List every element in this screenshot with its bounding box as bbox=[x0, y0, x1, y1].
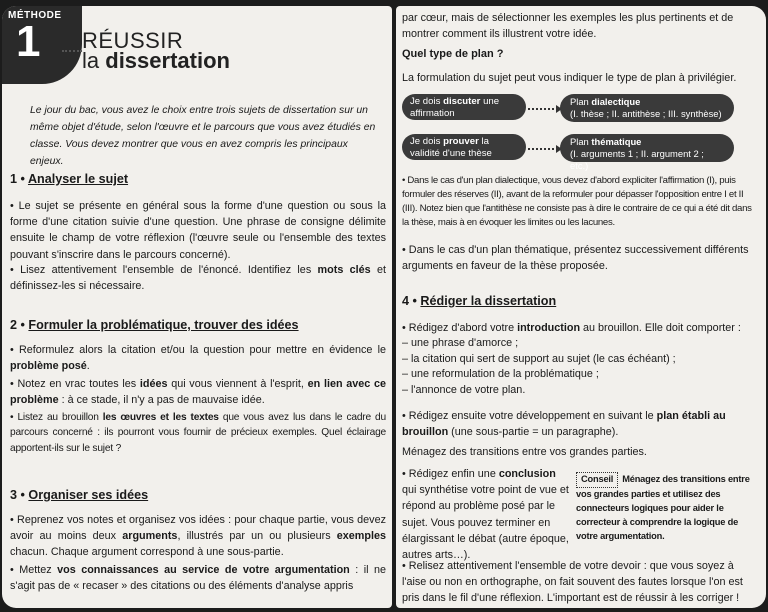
thematique-para: • Dans le cas d'un plan thématique, présentez successivement différents arguments en faveur de la thèse proposée. bbox=[402, 244, 749, 273]
list-item: – une phrase d'amorce ; bbox=[402, 337, 519, 349]
conseil-box bbox=[576, 472, 758, 544]
section-4-para-4: • Rédigez enfin une conclusion qui synthétise votre point de vue et répond au problème posé par le sujet. Vous pouvez terminer en élargissant le débat (autre époque, autres arts…). bbox=[402, 468, 569, 561]
section-4-para-3: Ménagez des transitions entre vos grandes parties. bbox=[402, 446, 647, 458]
section-2-para-1: • Reformulez alors la citation et/ou la question pour mettre en évidence le problème posé. bbox=[10, 344, 386, 373]
section-4-title: 4 • Rédiger la dissertation bbox=[402, 294, 557, 308]
section-2-para-2: • Notez en vrac toutes les idées qui vous viennent à l'esprit, en lien avec ce problème : à ce stade, il n'y a pas de mauvaise idée. bbox=[10, 378, 386, 407]
section-4-para-1: • Rédigez d'abord votre introduction au brouillon. Elle doit comporter : bbox=[402, 322, 741, 334]
arrow-to-thematique bbox=[528, 148, 558, 150]
pill-discuter: Je dois discuter une affirmation bbox=[402, 94, 526, 120]
continuation-para: par cœur, mais de sélectionner les exemples les plus pertinents et de montrer comment ils illustrent votre idée. bbox=[402, 12, 734, 41]
list-item: – la citation qui sert de support au sujet (le cas échéant) ; bbox=[402, 352, 676, 365]
methode-tab bbox=[2, 6, 82, 84]
conseil-text: Ménagez des transitions entre vos grandes parties et utilisez des connecteurs logiques pour aider le correcteur à comprendre la logique de votre argumentation. bbox=[576, 474, 750, 541]
list-item: – une reformulation de la problématique ; bbox=[402, 368, 599, 381]
methode-label: MÉTHODE bbox=[8, 10, 62, 21]
section-2-title: 2 • Formuler la problématique, trouver des idées bbox=[10, 318, 299, 332]
section-4-para-2: • Rédigez ensuite votre développement en suivant le plan établi au brouillon (une sous-partie = un paragraphe). bbox=[402, 410, 726, 439]
section-1-title: 1 • Analyser le sujet bbox=[10, 172, 129, 186]
arrow-to-dialectique bbox=[528, 108, 558, 110]
title-line2: la dissertation bbox=[82, 48, 230, 73]
intro-checklist bbox=[402, 336, 760, 399]
final-para: • Relisez attentivement l'ensemble de votre devoir : que vous soyez à l'aise ou non en orthographe, on fait souvent des fautes lorsque l'on est pris dans le fil d'une réflexion. L'important est de réussir à les corriger ! bbox=[402, 560, 743, 605]
title-line1: RÉUSSIR bbox=[82, 28, 184, 53]
plan-intro: La formulation du sujet peut vous indiquer le type de plan à privilégier. bbox=[402, 72, 737, 84]
section-2-para-3: • Listez au brouillon les œuvres et les textes que vous avez lus dans le cadre du parcours concerné : ils pourront vous fournir de précieux exemples. Quel éclairage apportent-ils sur le sujet ? bbox=[10, 412, 386, 454]
section-3-title: 3 • Organiser ses idées bbox=[10, 488, 149, 502]
list-item: – l'annonce de votre plan. bbox=[402, 383, 526, 396]
left-page bbox=[2, 6, 392, 608]
conseil-label: Conseil bbox=[576, 472, 618, 488]
plan-question: Quel type de plan ? bbox=[402, 48, 504, 60]
pill-prouver: Je dois prouver la validité d'une thèse bbox=[402, 134, 526, 160]
title-divider bbox=[62, 50, 82, 52]
section-3-para-2: • Mettez vos connaissances au service de votre argumentation : il ne s'agit pas de « recaser » des citations ou des éléments d'analyse appris bbox=[10, 564, 386, 593]
section-1-para-1: • Le sujet se présente en général sous la forme d'une question ou sous la forme d'une citation suivie d'une question. Une phrase de consigne délimite ensuite le champ de votre réflexion (l'œuvre seule ou l'ensemble des textes pouvant s'inscrire dans le parcours concerné). bbox=[10, 200, 386, 261]
pill-plan-dialectique: Plan dialectique (I. thèse ; II. antithèse ; III. synthèse) bbox=[560, 94, 734, 122]
intro-text: Le jour du bac, vous avez le choix entre trois sujets de dissertation sur un même objet d'étude, selon l'œuvre et le parcours que vous avez étudiés en classe. Vous devez montrer que vous en avez compris les principaux enjeux. bbox=[30, 105, 376, 168]
section-1-para-2: • Lisez attentivement l'ensemble de l'énoncé. Identifiez les mots clés et définissez-les si nécessaire. bbox=[10, 264, 387, 293]
section-3-para-1: • Reprenez vos notes et organisez vos idées : pour chaque partie, vous devez avoir au moins deux arguments, illustrés par un ou plusieurs exemples chacun. Chaque argument correspond à une sous-partie. bbox=[10, 514, 386, 559]
pill-plan-thematique: Plan thématique (I. arguments 1 ; II. argument 2 ; etc.) bbox=[560, 134, 734, 162]
methode-number: 1 bbox=[16, 17, 41, 66]
dialectique-para: • Dans le cas d'un plan dialectique, vous devez d'abord expliciter l'affirmation (I), puis formuler des réserves (II), avant de la reformuler pour dépasser l'opposition entre I et II (III). Notez bien que l'antithèse ne consiste pas à dire le contraire de ce qui a été dit dans la thèse, mais à en évoquer les limites ou les lacunes. bbox=[402, 175, 752, 228]
right-page bbox=[396, 6, 766, 608]
